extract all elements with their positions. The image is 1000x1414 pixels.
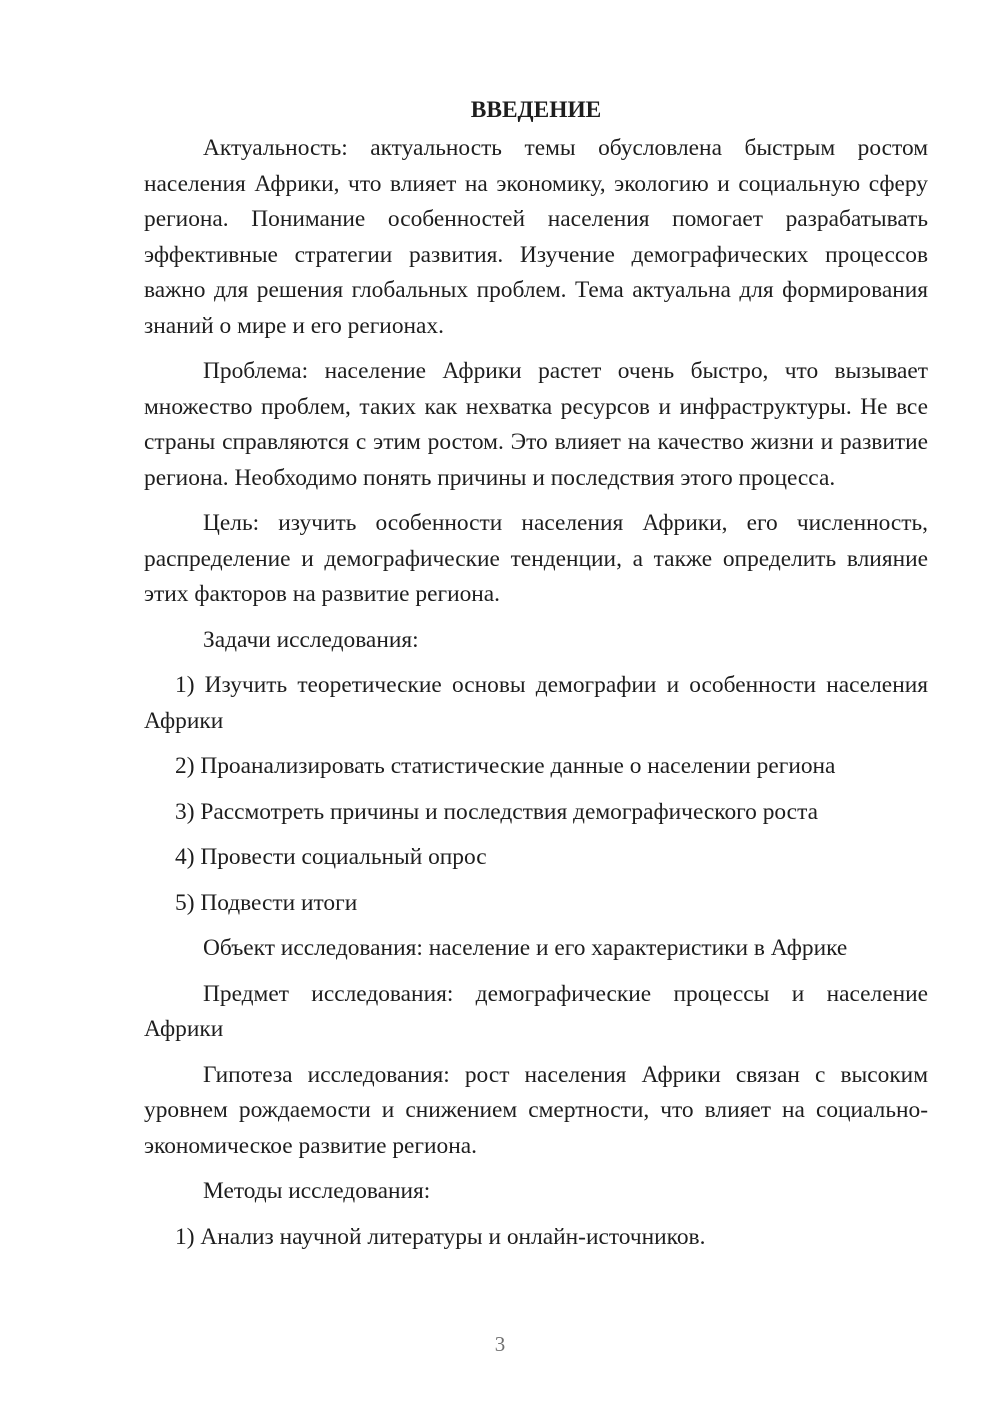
tasks-heading: Задачи исследования:	[203, 626, 419, 653]
task-item: 3) Рассмотреть причины и последствия демографического роста	[175, 798, 818, 825]
subject-paragraph: Предмет исследования: демографические процессы и население Африки	[144, 980, 928, 1042]
task-item: 2) Проанализировать статистические данные о населении региона	[175, 753, 836, 779]
object-paragraph: Объект исследования: население и его характеристики в Африке	[203, 935, 848, 961]
section-title: ВВЕДЕНИЕ	[470, 97, 602, 123]
hypothesis-paragraph: Гипотеза исследования: рост населения Африки связан с высоким уровнем рождаемости и снижением смертности, что влияет на социально-экономическое развитие региона.	[144, 1061, 928, 1159]
task-item: 1) Изучить теоретические основы демографии и особенности населения Африки	[144, 672, 928, 734]
document-page	[144, 92, 928, 1265]
relevance-paragraph: Актуальность: актуальность темы обусловлена быстрым ростом населения Африки, что влияет на экономику, экологию и социальную сферу региона. Понимание особенностей населения помогает разрабатывать эффективные стратегии развития. Изучение демографических процессов важно для решения глобальных проблем. Тема актуальна для формирования знаний о мире и его регионах.	[144, 135, 928, 339]
method-item: 1) Анализ научной литературы и онлайн-источников.	[175, 1223, 706, 1250]
task-item: 5) Подвести итоги	[175, 889, 358, 916]
task-item: 4) Провести социальный опрос	[175, 844, 487, 870]
problem-paragraph: Проблема: население Африки растет очень быстро, что вызывает множество проблем, таких как нехватка ресурсов и инфраструктуры. Не все страны справляются с этим ростом. Это влияет на качество жизни и развитие региона. Необходимо понять причины и последствия этого процесса.	[144, 358, 928, 491]
goal-paragraph: Цель: изучить особенности населения Африки, его численность, распределение и демографические тенденции, а также определить влияние этих факторов на развитие региона.	[144, 510, 928, 607]
methods-heading: Методы исследования:	[203, 1178, 431, 1204]
page-number: 3	[494, 1332, 506, 1356]
